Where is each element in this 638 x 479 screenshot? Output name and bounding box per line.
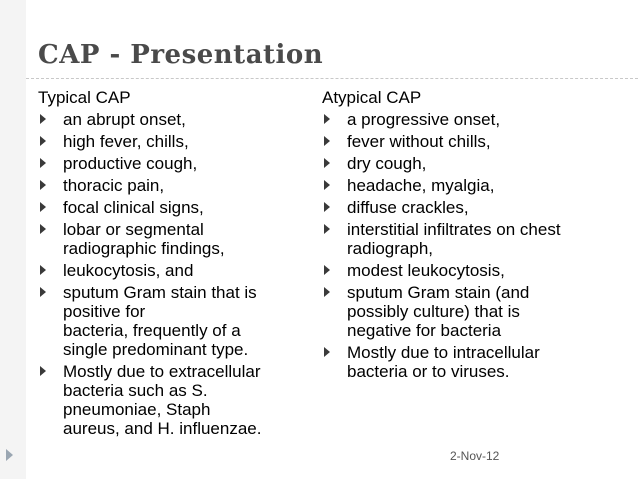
list-item: interstitial infiltrates on chest radiograph, <box>322 220 618 258</box>
arrow-bullet-icon <box>40 287 46 297</box>
arrow-bullet-icon <box>40 180 46 190</box>
title-divider <box>26 78 638 79</box>
list-item: diffuse crackles, <box>322 198 618 217</box>
list-item: fever without chills, <box>322 132 618 151</box>
list-item: a progressive onset, <box>322 110 618 129</box>
atypical-column <box>322 88 618 384</box>
arrow-bullet-icon <box>40 366 46 376</box>
list-item: Mostly due to extracellular bacteria such as S. pneumoniae, Staph aureus, and H. influenzae. <box>38 362 296 438</box>
arrow-bullet-icon <box>40 224 46 234</box>
atypical-heading: Atypical CAP <box>322 88 422 107</box>
list-item: headache, myalgia, <box>322 176 618 195</box>
arrow-bullet-icon <box>324 224 330 234</box>
arrow-bullet-icon <box>324 180 330 190</box>
list-item: lobar or segmental radiographic findings, <box>38 220 296 258</box>
list-item: thoracic pain, <box>38 176 296 195</box>
slide-date: 2-Nov-12 <box>450 449 500 463</box>
list-item: productive cough, <box>38 154 296 173</box>
list-item: sputum Gram stain that is positive for bacteria, frequently of a single predominant type. <box>38 283 296 359</box>
slide-accent-bar <box>0 0 26 479</box>
arrow-bullet-icon <box>324 287 330 297</box>
arrow-bullet-icon <box>324 136 330 146</box>
arrow-bullet-icon <box>324 347 330 357</box>
arrow-bullet-icon <box>324 114 330 124</box>
slide-corner-arrow-icon <box>6 449 13 461</box>
atypical-list <box>322 110 618 381</box>
typical-column <box>38 88 296 441</box>
list-item: leukocytosis, and <box>38 261 296 280</box>
arrow-bullet-icon <box>40 158 46 168</box>
arrow-bullet-icon <box>324 265 330 275</box>
arrow-bullet-icon <box>324 202 330 212</box>
typical-list <box>38 110 296 438</box>
arrow-bullet-icon <box>40 265 46 275</box>
arrow-bullet-icon <box>40 136 46 146</box>
slide-title: CAP - Presentation <box>38 40 324 70</box>
arrow-bullet-icon <box>40 202 46 212</box>
list-item: sputum Gram stain (and possibly culture) that is negative for bacteria <box>322 283 618 340</box>
list-item: dry cough, <box>322 154 618 173</box>
list-item: focal clinical signs, <box>38 198 296 217</box>
typical-heading: Typical CAP <box>38 88 131 107</box>
list-item: high fever, chills, <box>38 132 296 151</box>
arrow-bullet-icon <box>324 158 330 168</box>
list-item: Mostly due to intracellular bacteria or to viruses. <box>322 343 618 381</box>
list-item: an abrupt onset, <box>38 110 296 129</box>
arrow-bullet-icon <box>40 114 46 124</box>
list-item: modest leukocytosis, <box>322 261 618 280</box>
